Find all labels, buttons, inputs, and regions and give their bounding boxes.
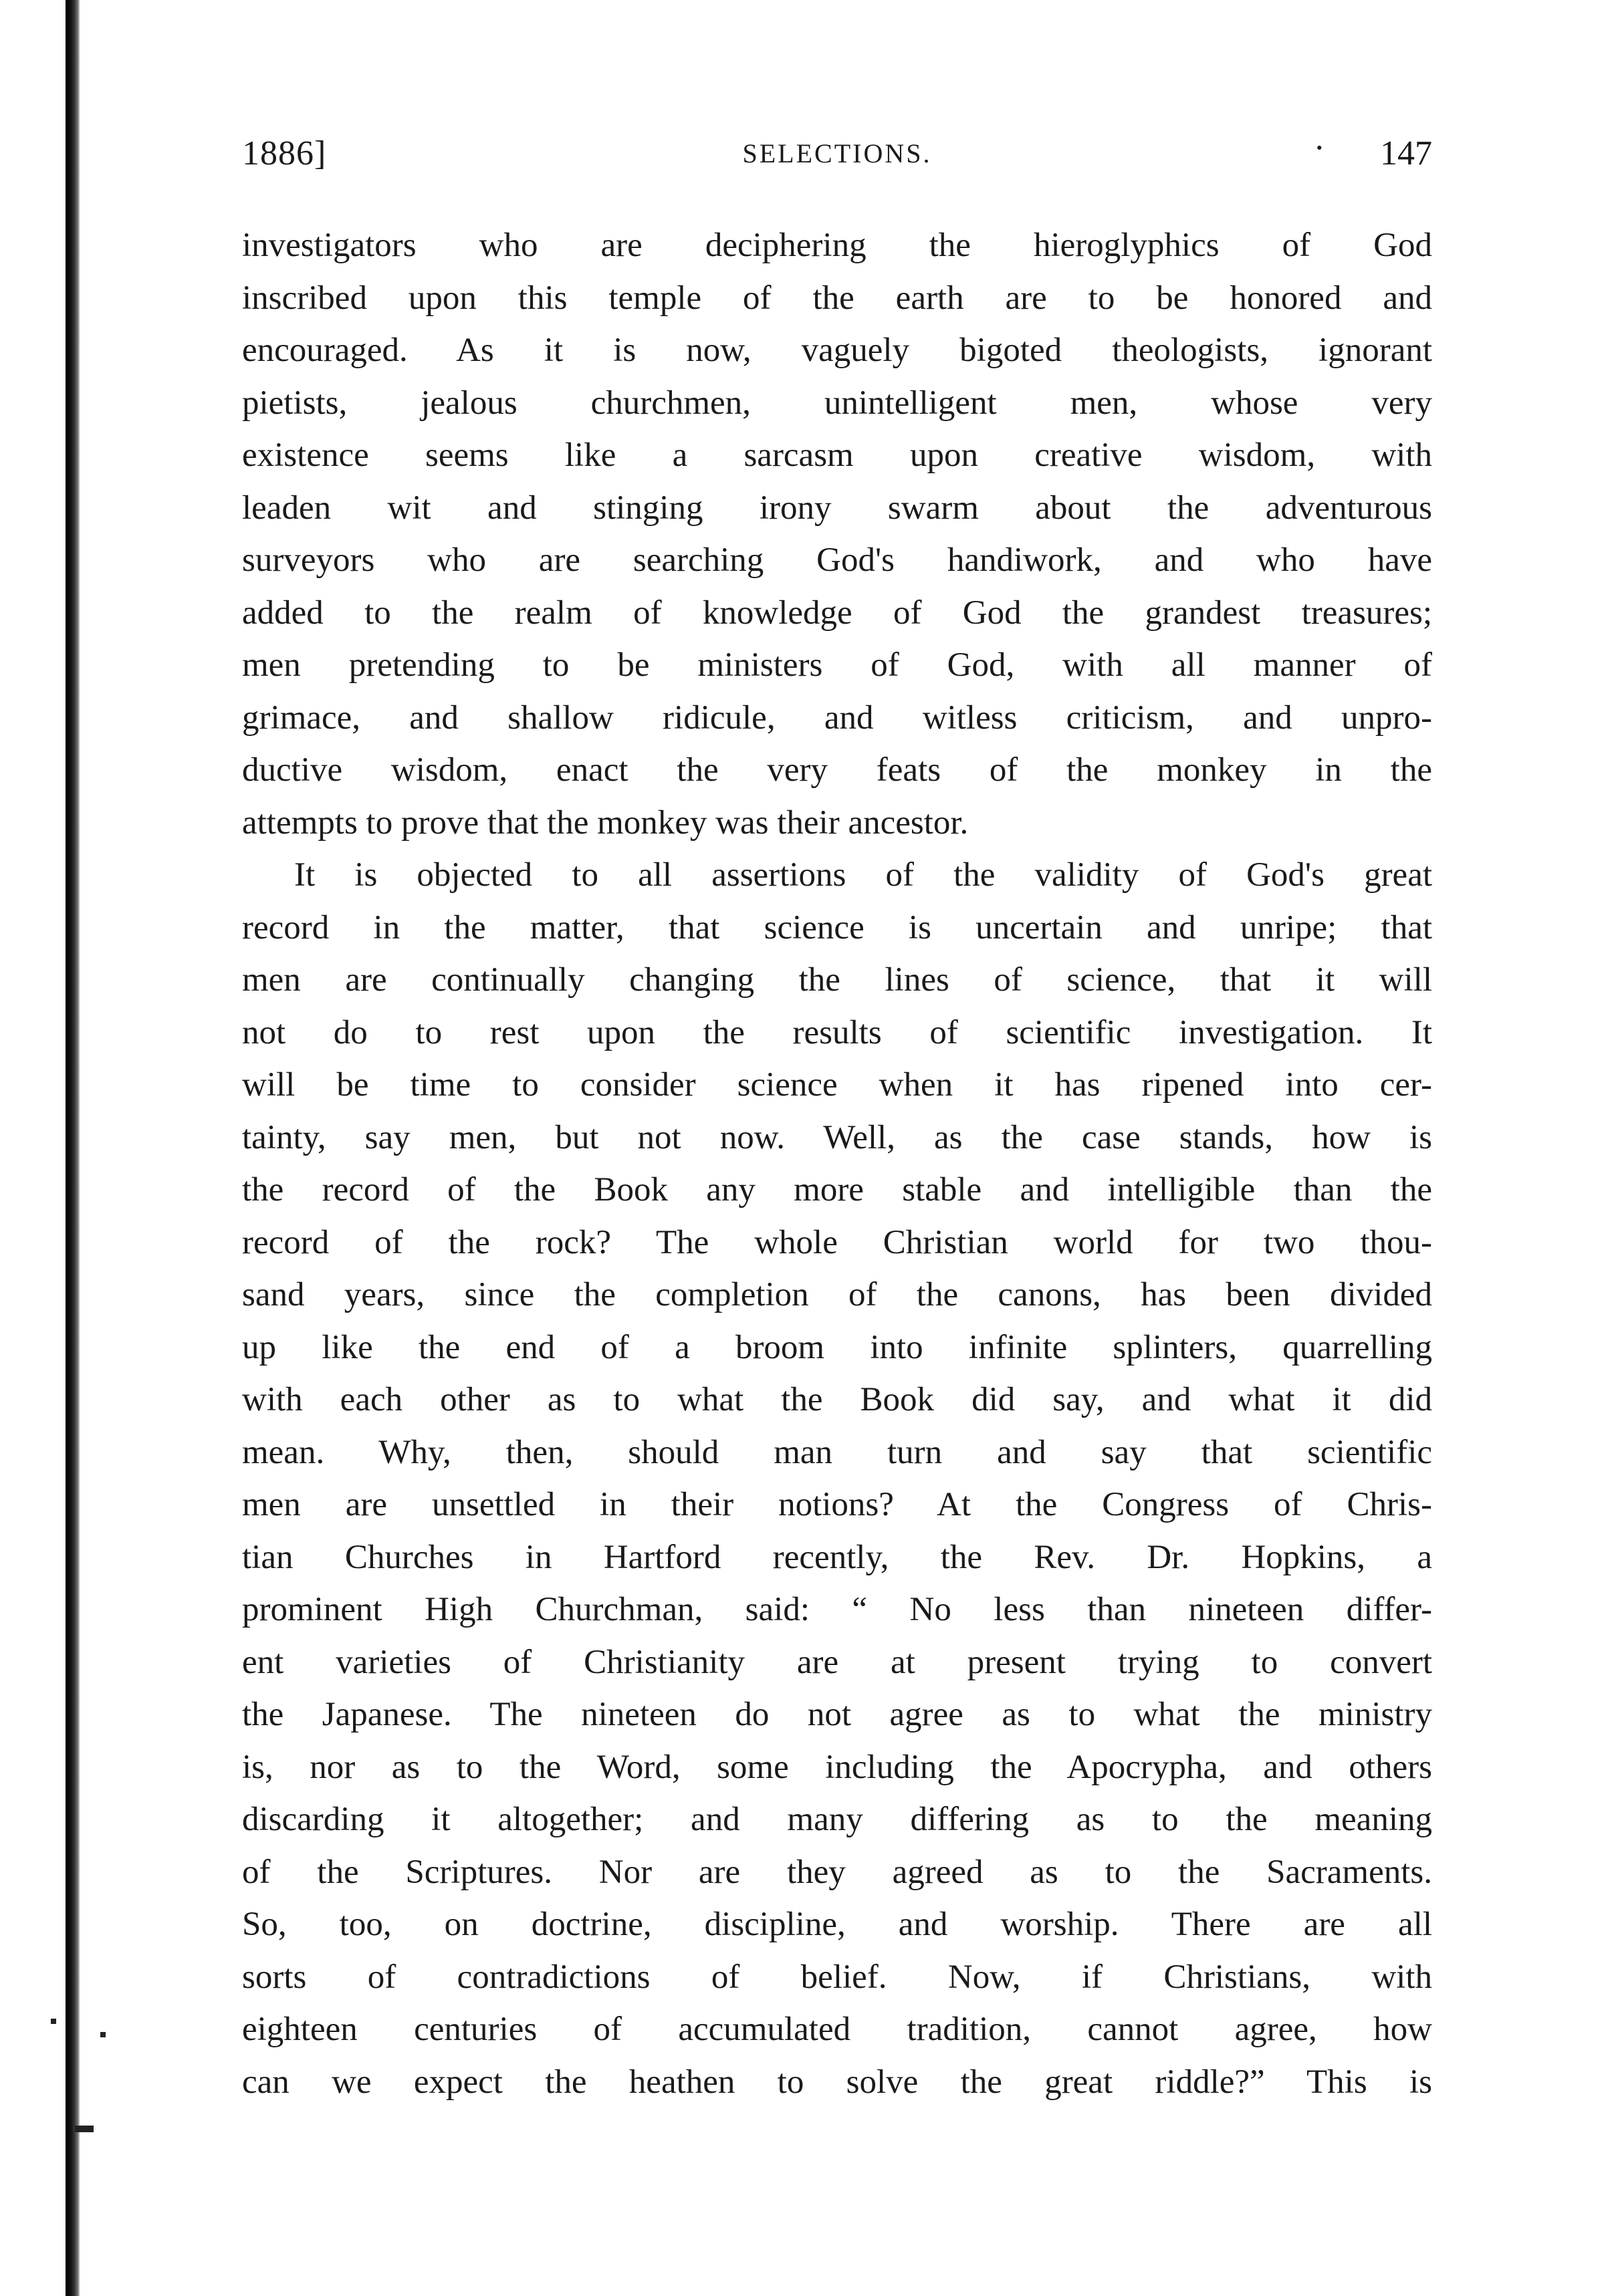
text-line: the record of the Book any more stable and intelligible than the — [242, 1171, 1432, 1208]
text-line: mean. Why, then, should man turn and say that scientific — [242, 1433, 1432, 1471]
text-line: with each other as to what the Book did say, and what it did — [242, 1381, 1432, 1418]
text-line: tainty, say men, but not now. Well, as the case stands, how is — [242, 1118, 1432, 1156]
text-line: will be time to consider science when it has ripened into cer- — [242, 1066, 1432, 1104]
text-line: men are unsettled in their notions? At the Congress of Chris- — [242, 1486, 1432, 1523]
text-line: investigators who are deciphering the hieroglyphics of God — [242, 227, 1432, 264]
text-line: So, too, on doctrine, discipline, and worship. There are all — [242, 1906, 1432, 1943]
text-line: not do to rest upon the results of scientific investigation. It — [242, 1013, 1432, 1051]
binding-speck — [51, 2019, 56, 2024]
header-title: SELECTIONS. — [742, 138, 932, 168]
header-year: 1886] — [242, 134, 327, 172]
text-line: pietists, jealous churchmen, unintelligent men, whose very — [242, 384, 1432, 422]
text-line: record in the matter, that science is uncertain and unripe; that — [242, 908, 1432, 946]
running-header — [242, 129, 1432, 187]
text-line: ductive wisdom, enact the very feats of the monkey in the — [242, 751, 1432, 789]
text-line: record of the rock? The whole Christian world for two thou- — [242, 1223, 1432, 1261]
text-line: inscribed upon this temple of the earth are to be honored and — [242, 279, 1432, 317]
binding-speck — [75, 2126, 94, 2132]
text-line: leaden wit and stinging irony swarm about the adventurous — [242, 489, 1432, 527]
binding-speck — [100, 2032, 106, 2037]
text-line: It is objected to all assertions of the validity of God's great — [294, 856, 1432, 894]
text-line: the Japanese. The nineteen do not agree as to what the ministry — [242, 1696, 1432, 1733]
text-line: men are continually changing the lines of science, that it will — [242, 961, 1432, 999]
text-line: is, nor as to the Word, some including the Apocrypha, and others — [242, 1748, 1432, 1786]
paragraph-2 — [242, 849, 1432, 2108]
text-line: surveyors who are searching God's handiwork, and who have — [242, 541, 1432, 579]
page-number: 147 — [1380, 134, 1432, 172]
text-line: of the Scriptures. Nor are they agreed as to the Sacraments. — [242, 1853, 1432, 1891]
text-line: grimace, and shallow ridicule, and witless criticism, and unpro- — [242, 698, 1432, 737]
page-text-body — [242, 219, 1432, 2108]
paragraph-1 — [242, 219, 1432, 849]
text-line: discarding it altogether; and many differing as to the meaning — [242, 1801, 1432, 1838]
header-dot: · — [1313, 129, 1325, 167]
text-line: sand years, since the completion of the canons, has been divided — [242, 1276, 1432, 1313]
text-line: prominent High Churchman, said: “ No less than nineteen differ- — [242, 1591, 1432, 1628]
text-line: added to the realm of knowledge of God the grandest treasures; — [242, 594, 1432, 632]
text-line: men pretending to be ministers of God, with all manner of — [242, 646, 1432, 684]
text-line: up like the end of a broom into infinite splinters, quarrelling — [242, 1328, 1432, 1366]
page-binding-edge — [66, 0, 80, 2296]
text-line: encouraged. As it is now, vaguely bigoted theologists, ignorant — [242, 332, 1432, 369]
text-line: existence seems like a sarcasm upon creative wisdom, with — [242, 436, 1432, 474]
text-line: sorts of contradictions of belief. Now, if Christians, with — [242, 1958, 1432, 1996]
text-line: eighteen centuries of accumulated tradition, cannot agree, how — [242, 2011, 1432, 2048]
text-line: can we expect the heathen to solve the great riddle?” This is — [242, 2063, 1432, 2101]
text-line: tian Churches in Hartford recently, the Rev. Dr. Hopkins, a — [242, 1538, 1432, 1576]
text-line: ent varieties of Christianity are at present trying to convert — [242, 1643, 1432, 1681]
text-line: attempts to prove that the monkey was their ancestor. — [242, 803, 969, 842]
